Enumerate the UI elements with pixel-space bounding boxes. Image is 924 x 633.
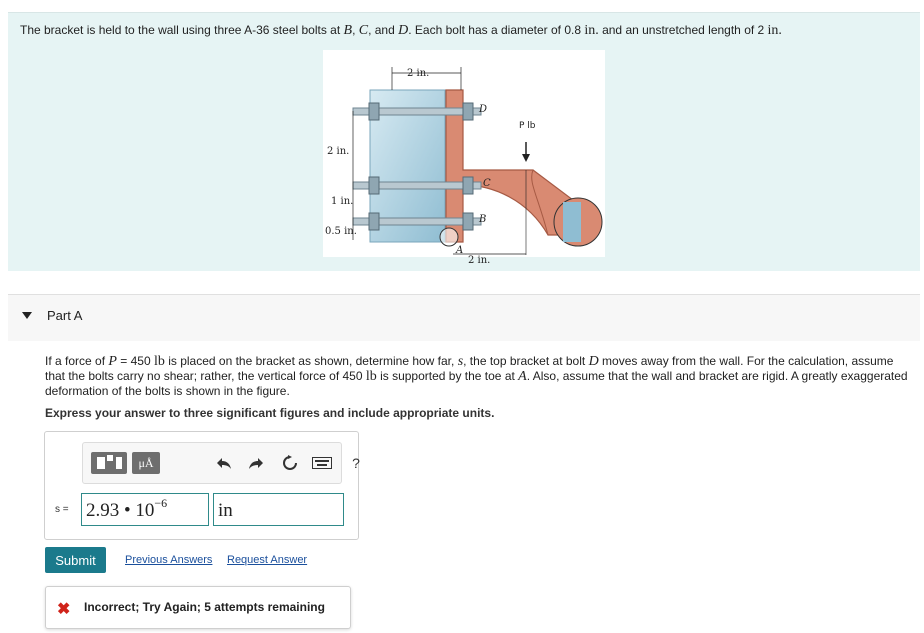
collapse-triangle-icon[interactable]	[22, 312, 32, 319]
answer-value-exponent: −6	[154, 496, 168, 510]
bracket-diagram	[323, 50, 605, 266]
question-part: is supported by the toe at	[376, 369, 519, 383]
var-c: C	[358, 23, 369, 38]
reset-icon[interactable]	[279, 452, 301, 474]
label-d: D	[479, 104, 488, 115]
label-b: B	[479, 214, 487, 225]
request-answer-link[interactable]: Request Answer	[227, 554, 308, 566]
help-button[interactable]: ?	[352, 455, 360, 471]
units-button[interactable]: μÅ	[132, 452, 160, 474]
problem-statement	[8, 12, 920, 271]
var-s: s	[457, 354, 464, 369]
label-a: A	[456, 245, 464, 256]
load-label: P lb	[519, 121, 536, 131]
templates-icon[interactable]	[91, 452, 127, 474]
answer-unit-input[interactable]	[213, 493, 344, 526]
bracket-figure	[323, 50, 605, 266]
question-part: is placed on the bracket as shown, determine how far,	[164, 354, 458, 368]
previous-answers-link[interactable]: Previous Answers	[125, 554, 213, 566]
part-a-label: Part A	[47, 308, 83, 323]
dim-label-bottom: 2 in.	[468, 255, 491, 266]
unit-lb: lb	[365, 369, 377, 384]
var-d: D	[398, 23, 409, 38]
unit-in: in.	[584, 23, 599, 38]
express-instruction: Express your answer to three significant figures and include appropriate units.	[45, 406, 495, 420]
unit-in: in.	[767, 23, 782, 38]
answer-unit-text: in	[218, 500, 233, 521]
question-part: = 450	[116, 354, 154, 368]
question-part: , the top bracket at bolt	[463, 354, 589, 368]
var-a: A	[518, 369, 527, 384]
problem-text-part: . Each bolt has a diameter of 0.8	[408, 23, 585, 37]
redo-icon[interactable]	[245, 452, 267, 474]
question-part: . Also, assume that the wall and bracket are rigid. A greatly exaggerated deformation of the bolts is shown in the figure.	[45, 369, 908, 398]
answer-value-input[interactable]	[81, 493, 209, 526]
answer-variable-label: s =	[55, 504, 69, 515]
var-d: D	[588, 354, 599, 369]
label-c: C	[483, 178, 491, 189]
x-icon: ✖	[57, 601, 71, 618]
problem-text	[20, 23, 782, 39]
var-p: P	[108, 354, 117, 369]
problem-text-part: and an unstretched length of 2	[598, 23, 768, 37]
undo-icon[interactable]	[213, 452, 235, 474]
detail-wall	[563, 202, 581, 242]
dim-label-left-2: 2 in.	[327, 146, 350, 157]
var-b: B	[343, 23, 353, 38]
keyboard-icon[interactable]	[311, 452, 333, 474]
answer-value-base: 2.93 • 10	[86, 500, 155, 521]
dim-label-left-1: 1 in.	[331, 196, 354, 207]
part-a-header[interactable]	[8, 295, 920, 341]
problem-text-part: ,	[352, 23, 359, 37]
question-part: moves away from the wall. For the calculation, assume that the bolts carry no shear; rather, the vertical force of 450	[45, 354, 894, 383]
problem-text-part: , and	[368, 23, 399, 37]
problem-text-part: The bracket is held to the wall using three A-36 steel bolts at	[20, 23, 344, 37]
question-text	[45, 354, 915, 399]
feedback-box	[45, 586, 351, 629]
submit-button[interactable]: Submit	[45, 547, 106, 573]
math-toolbar	[82, 442, 360, 484]
toe-a-circle	[440, 228, 458, 246]
question-part: If a force of	[45, 354, 109, 368]
dim-label-top: 2 in.	[407, 68, 430, 79]
unit-lb: lb	[153, 354, 165, 369]
dim-label-left-05: 0.5 in.	[325, 226, 357, 237]
answer-panel	[44, 431, 359, 540]
feedback-text: Incorrect; Try Again; 5 attempts remaining	[84, 600, 325, 614]
load-arrow-head	[522, 154, 530, 162]
